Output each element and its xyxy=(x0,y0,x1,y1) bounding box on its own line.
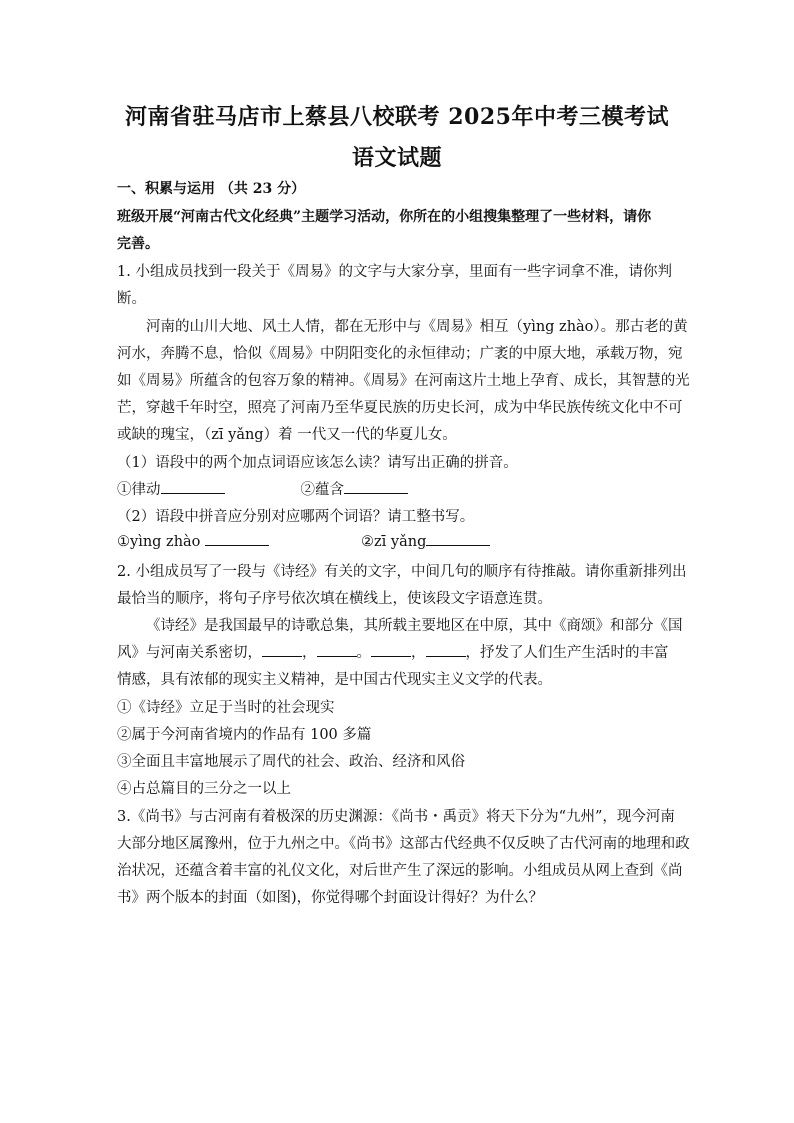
q2-line-1: 2. 小组成员写了一段与《诗经》有关的文字，中间几句的顺序有待推敲。请你重新排列出 xyxy=(117,564,687,580)
section-intro-line-1: 班级开展“河南古代文化经典”主题学习活动，你所在的小组搜集整理了一些材料，请你 xyxy=(117,209,652,225)
q2-passage-line-2: 风》与河南关系密切， ， 。 ， ，抒发了人们生产生活时的丰富 xyxy=(117,645,669,661)
q1-sub1-answer-a-blank[interactable] xyxy=(161,480,225,494)
q1-sub2-item-a-label: ①yìng zhào xyxy=(117,534,206,550)
q1-sub1-answer-b-blank[interactable] xyxy=(344,480,408,494)
q1-passage-line-4: 芒，穿越千年时空，照亮了河南乃至华夏民族的历史长河，成为中华民族传统文化中不可 xyxy=(117,400,683,416)
q2-option-1: ①《诗经》立足于当时的社会现实 xyxy=(117,700,335,716)
q3-line-4: 书》两个版本的封面（如图)，你觉得哪个封面设计得好？为什么？ xyxy=(117,890,544,906)
q2-order-blank-4[interactable] xyxy=(426,643,466,657)
q2-passage-line-2-end: ，抒发了人们生产生活时的丰富 xyxy=(465,645,669,661)
q1-subquestion-1: （1）语段中的两个加点词语应该怎么读？请写出正确的拼音。 xyxy=(117,455,518,471)
q1-passage-line-5: 或缺的瑰宝，（zī yǎng）着 一代又一代的华夏儿女。 xyxy=(117,427,457,443)
q2-option-3: ③全面且丰富地展示了周代的社会、政治、经济和风俗 xyxy=(117,754,465,770)
section-heading: 一、积累与运用 （共 23 分） xyxy=(117,181,306,197)
q1-sub1-item-a-label: ①律动 xyxy=(117,482,161,498)
q1-line-2: 断。 xyxy=(117,291,146,307)
q1-subquestion-2: （2）语段中拼音应分别对应哪两个词语？请工整书写。 xyxy=(117,509,475,525)
q1-sub2-answers xyxy=(117,532,490,550)
q1-line-1: 1. 小组成员找到一段关于《周易》的文字与大家分享，里面有一些字词拿不准，请你判 xyxy=(117,264,672,280)
q2-passage-line-1: 《诗经》是我国最早的诗歌总集，其所载主要地区在中原，其中《商颂》和部分《国 xyxy=(146,618,683,634)
section-intro-line-2: 完善。 xyxy=(117,236,159,252)
q1-sub1-item-b-label: ②蕴含 xyxy=(300,482,344,498)
q2-order-blank-3[interactable] xyxy=(371,643,411,657)
page-subtitle: 语文试题 xyxy=(351,145,442,171)
q3-line-3: 治状况，还蕴含着丰富的礼仪文化，对后世产生了深远的影响。小组成员从网上查到《尚 xyxy=(117,863,683,879)
q1-passage-line-1: 河南的山川大地、风土人情，都在无形中与《周易》相互（yìng zhào）。那古老的黄 xyxy=(146,319,688,335)
q2-passage-line-2-start: 风》与河南关系密切， xyxy=(117,645,262,661)
q2-option-2: ②属于今河南省境内的作品有 100 多篇 xyxy=(117,727,372,743)
q3-line-2: 大部分地区属豫州，位于九州之中。《尚书》这部古代经典不仅反映了古代河南的地理和政 xyxy=(117,836,690,852)
q2-order-blank-1[interactable] xyxy=(262,643,302,657)
q1-sub1-answers xyxy=(117,478,408,499)
q3-line-1: 3.《尚书》与古河南有着极深的历史渊源：《尚书・禹贡》将天下分为“九州”，现今河南 xyxy=(117,809,675,825)
q2-order-blank-2[interactable] xyxy=(317,643,357,657)
q2-passage-line-3: 情感，具有浓郁的现实主义精神，是中国古代现实主义文学的代表。 xyxy=(117,672,552,688)
page-title: 河南省驻马店市上蔡县八校联考 2025年中考三模考试 xyxy=(125,104,669,130)
q2-line-2: 最恰当的顺序，将句子序号依次填在横线上，使该段文字语意连贯。 xyxy=(117,591,552,607)
q2-option-4: ④占总篇目的三分之一以上 xyxy=(117,781,291,797)
q1-passage-line-3: 如《周易》所蕴含的包容万象的精神。《周易》在河南这片土地上孕育、成长，其智慧的光 xyxy=(117,373,690,389)
q1-sub2-item-b-label: ②zī yǎng xyxy=(361,534,427,550)
q1-passage-line-2: 河水，奔腾不息，恰似《周易》中阴阳变化的永恒律动；广袤的中原大地，承载万物，宛 xyxy=(117,346,683,362)
q1-sub2-answer-a-blank[interactable] xyxy=(205,532,269,546)
q1-sub2-answer-b-blank[interactable] xyxy=(426,532,490,546)
